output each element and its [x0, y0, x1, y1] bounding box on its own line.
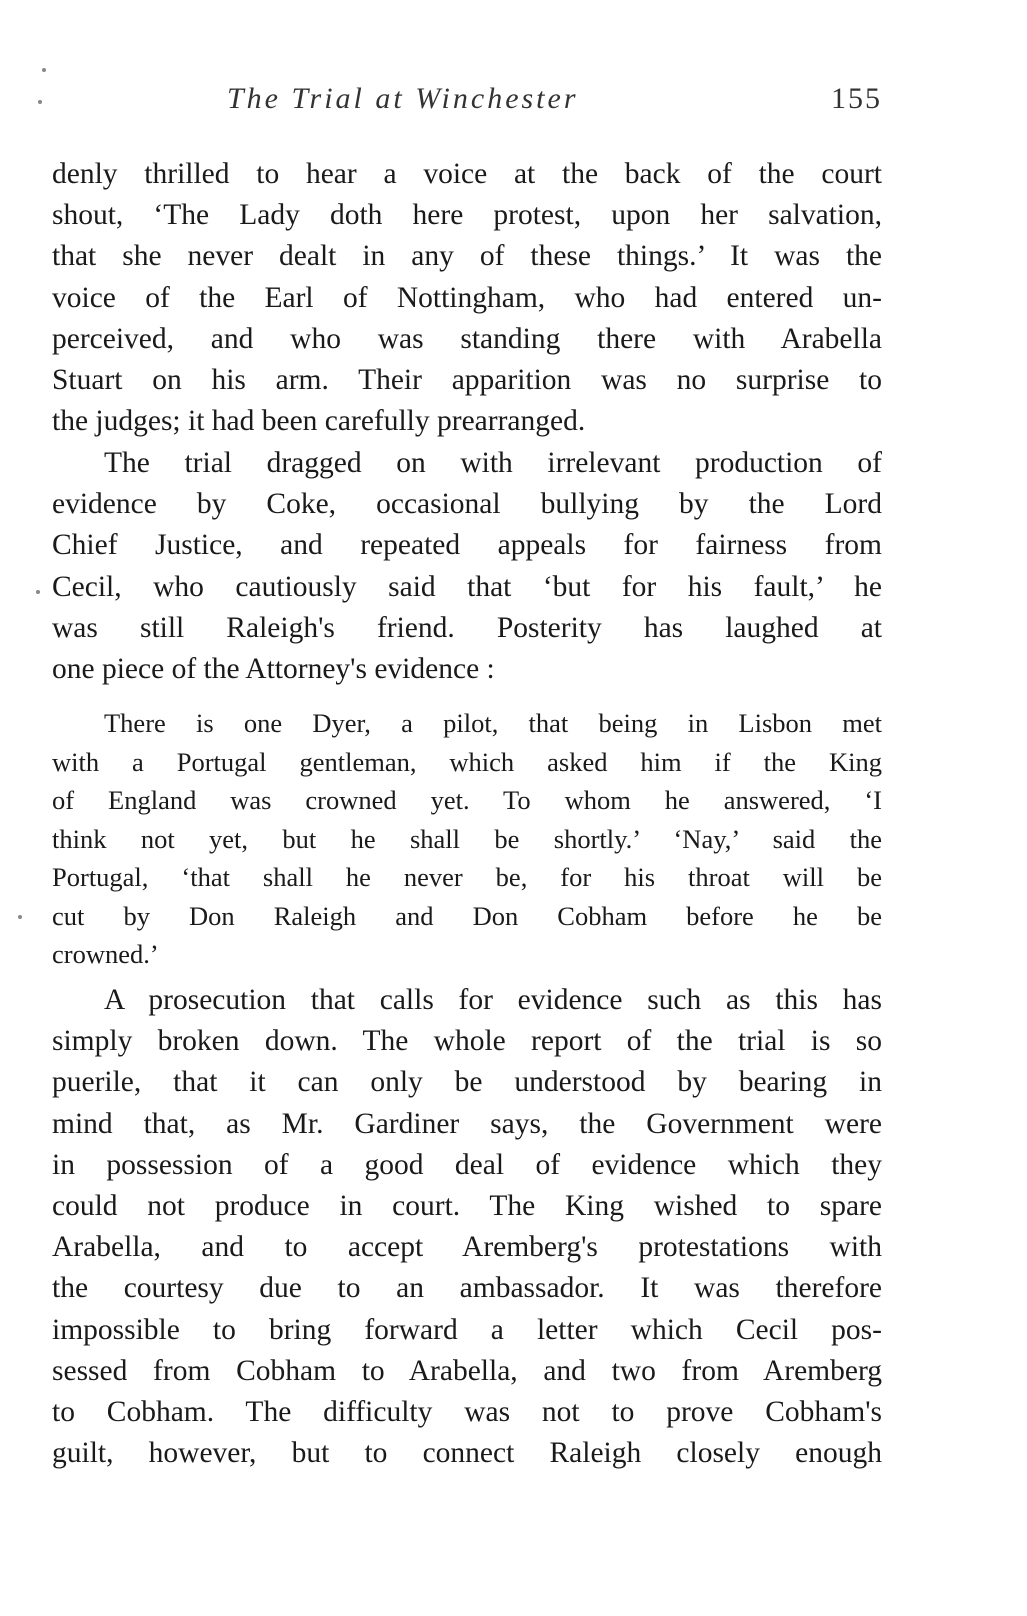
quote-line: with a Portugal gentleman, which asked him if the King	[52, 746, 882, 777]
text-line: Chief Justice, and repeated appeals for fairness from	[52, 529, 882, 562]
text-line: one piece of the Attorney's evidence :	[52, 652, 495, 685]
scan-speck	[38, 100, 42, 104]
paragraph-1	[52, 154, 882, 442]
text-line: denly thrilled to hear a voice at the back of the court	[52, 158, 882, 190]
quote-line: think not yet, but he shall be shortly.’ ‘Nay,’ said the	[52, 823, 882, 854]
text-line: evidence by Coke, occasional bullying by the Lord	[52, 488, 882, 521]
quote-line: cut by Don Raleigh and Don Cobham before he be	[52, 900, 882, 931]
text-line: voice of the Earl of Nottingham, who had entered un-	[52, 281, 882, 314]
text-line: that she never dealt in any of these things.’ It was the	[52, 240, 882, 273]
page-number: 155	[831, 82, 882, 115]
text-line: shout, ‘The Lady doth here protest, upon her salvation,	[52, 199, 882, 232]
text-line: impossible to bring forward a letter which Cecil pos-	[52, 1313, 882, 1346]
text-line: Stuart on his arm. Their apparition was no surprise to	[52, 363, 882, 396]
scan-speck	[36, 590, 40, 594]
running-head	[52, 82, 882, 122]
text-line: in possession of a good deal of evidence which they	[52, 1148, 882, 1181]
quote-line: crowned.’	[52, 939, 159, 969]
text-line: could not produce in court. The King wished to spare	[52, 1189, 882, 1222]
running-title: The Trial at Winchester	[227, 82, 579, 115]
text-line: Arabella, and to accept Aremberg's protestations with	[52, 1231, 882, 1264]
text-line: the courtesy due to an ambassador. It was therefore	[52, 1272, 882, 1305]
text-line: perceived, and who was standing there with Arabella	[52, 322, 882, 355]
text-line: sessed from Cobham to Arabella, and two from Aremberg	[52, 1354, 882, 1387]
text-line: guilt, however, but to connect Raleigh closely enough	[52, 1437, 882, 1470]
text-line: puerile, that it can only be understood by bearing in	[52, 1066, 882, 1099]
block-quotation	[52, 704, 882, 974]
text-line: to Cobham. The difficulty was not to prove Cobham's	[52, 1395, 882, 1428]
paragraph-3	[52, 980, 882, 1474]
text-line: simply broken down. The whole report of the trial is so	[52, 1025, 882, 1058]
text-line: A prosecution that calls for evidence such as this has	[104, 984, 882, 1016]
quote-line: There is one Dyer, a pilot, that being in Lisbon met	[104, 708, 882, 738]
paragraph-2	[52, 443, 882, 690]
quote-line: of England was crowned yet. To whom he answered, ‘I	[52, 785, 882, 815]
quote-line: Portugal, ‘that shall he never be, for his throat will be	[52, 862, 882, 892]
text-line: The trial dragged on with irrelevant production of	[104, 447, 882, 479]
scan-speck	[42, 68, 46, 72]
scan-speck	[18, 915, 22, 919]
text-line: mind that, as Mr. Gardiner says, the Government were	[52, 1107, 882, 1140]
text-line: Cecil, who cautiously said that ‘but for his fault,’ he	[52, 570, 882, 603]
text-line: the judges; it had been carefully prearranged.	[52, 405, 586, 438]
text-line: was still Raleigh's friend. Posterity has laughed at	[52, 611, 882, 644]
